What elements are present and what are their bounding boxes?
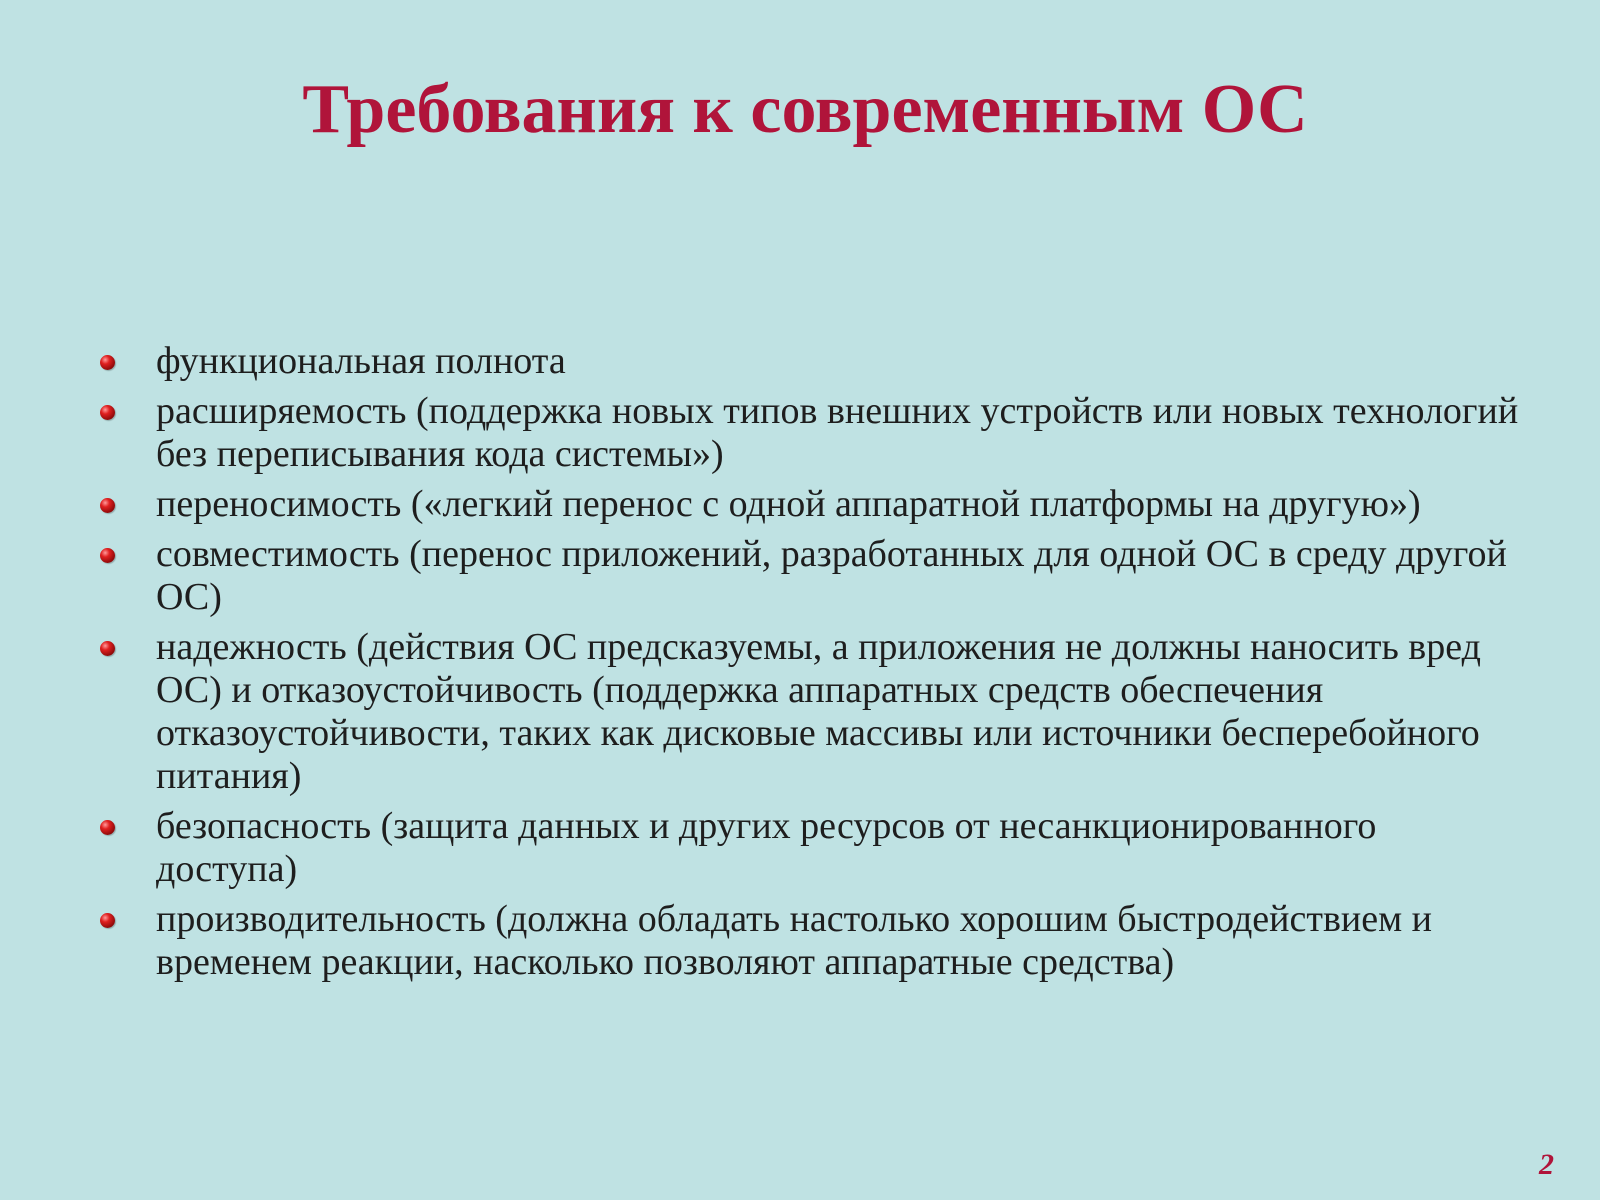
- bullet-sphere-icon: [100, 405, 115, 420]
- bullet-list: [100, 340, 1520, 991]
- bullet-text: совместимость (перенос приложений, разработанных для одной ОС в среду другой ОС): [156, 533, 1507, 618]
- bullet-item: [100, 626, 1520, 798]
- bullet-text: безопасность (защита данных и других ресурсов от несанкционированного доступа): [156, 805, 1377, 890]
- bullet-sphere-icon: [100, 355, 115, 370]
- bullet-item: [100, 483, 1520, 526]
- bullet-sphere-icon: [100, 548, 115, 563]
- bullet-item: [100, 533, 1520, 619]
- bullet-sphere-icon: [100, 820, 115, 835]
- bullet-item: [100, 805, 1520, 891]
- bullet-item: [100, 390, 1520, 476]
- bullet-item: [100, 340, 1520, 383]
- bullet-sphere-icon: [100, 498, 115, 513]
- bullet-text: производительность (должна обладать настолько хорошим быстродействием и временем реакции, насколько позволяют аппаратные средства): [156, 898, 1433, 983]
- bullet-text: расширяемость (поддержка новых типов внешних устройств или новых технологий без переписывания кода системы»): [156, 390, 1519, 475]
- bullet-sphere-icon: [100, 913, 115, 928]
- bullet-text: функциональная полнота: [156, 340, 566, 382]
- slide-title: Требования к современным ОС: [302, 71, 1308, 148]
- bullet-text: надежность (действия ОС предсказуемы, а приложения не должны наносить вред ОС) и отказоустойчивость (поддержка аппаратных средств обеспечения отказоустойчивости, таких как дисковые массивы или источники бесперебойного питания): [156, 626, 1481, 797]
- bullet-sphere-icon: [100, 641, 115, 656]
- page-number: 2: [1539, 1148, 1554, 1181]
- bullet-item: [100, 898, 1520, 984]
- bullet-text: переносимость («легкий перенос с одной аппаратной платформы на другую»): [156, 483, 1421, 525]
